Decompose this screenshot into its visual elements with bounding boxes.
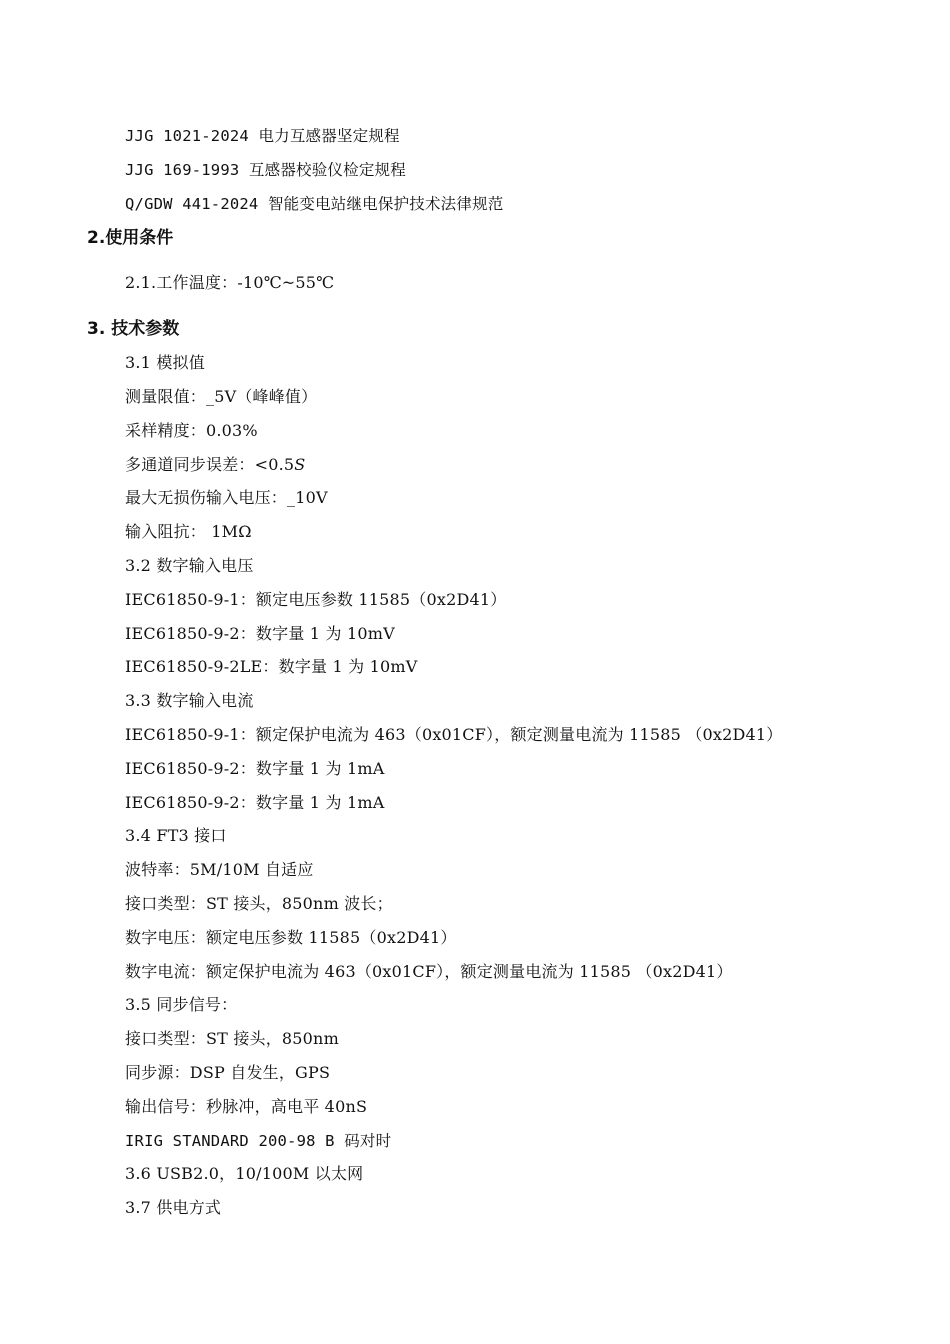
spec-line: 3.5 同步信号： bbox=[125, 995, 238, 1014]
spec-line: 多通道同步误差：<0.5𝑆 bbox=[125, 455, 306, 474]
spec-line: IEC61850-9-2LE：数字量 1 为 10mV bbox=[125, 657, 418, 676]
spec-line: 输出信号：秒脉冲，高电平 40nS bbox=[125, 1097, 368, 1116]
spec-line: IEC61850-9-2：数字量 1 为 1mA bbox=[125, 759, 385, 778]
spec-line: 接口类型：ST 接头，850nm bbox=[125, 1029, 339, 1048]
standard-line-2: JJG 169-1993 互感器校验仪检定规程 bbox=[125, 161, 406, 179]
spec-line: 数字电压：额定电压参数 11585（0x2D41） bbox=[125, 928, 457, 947]
spec-line: 3.2 数字输入电压 bbox=[125, 556, 254, 575]
spec-line: 波特率：5M/10M 自适应 bbox=[125, 860, 314, 879]
spec-line: 采样精度：0.03% bbox=[125, 421, 258, 440]
spec-line: 3.1 模拟值 bbox=[125, 353, 205, 372]
section-3-heading: 3. 技术参数 bbox=[87, 319, 180, 339]
section-2-heading: 2.使用条件 bbox=[87, 228, 174, 248]
spec-line: 3.6 USB2.0，10/100M 以太网 bbox=[125, 1164, 364, 1183]
spec-line: 3.7 供电方式 bbox=[125, 1198, 222, 1217]
spec-line: IEC61850-9-1：额定电压参数 11585（0x2D41） bbox=[125, 590, 507, 609]
standard-line-1: JJG 1021-2024 电力互感器坚定规程 bbox=[125, 127, 400, 145]
spec-line: 最大无损伤输入电压：_10V bbox=[125, 488, 328, 507]
spec-line: 同步源：DSP 自发生，GPS bbox=[125, 1063, 331, 1082]
spec-line: IEC61850-9-2：数字量 1 为 10mV bbox=[125, 624, 395, 643]
operating-temperature: 2.1.工作温度：-10℃~55℃ bbox=[125, 273, 335, 292]
spec-line: 接口类型：ST 接头，850nm 波长； bbox=[125, 894, 393, 913]
spec-line: 测量限值：_5V（峰峰值） bbox=[125, 387, 318, 406]
spec-line: IEC61850-9-1：额定保护电流为 463（0x01CF），额定测量电流为 11585 （0x2D41） bbox=[125, 725, 783, 744]
spec-line: 3.4 FT3 接口 bbox=[125, 826, 227, 845]
spec-line: 3.3 数字输入电流 bbox=[125, 691, 254, 710]
spec-line: 输入阻抗： 1MΩ bbox=[125, 522, 252, 541]
standard-line-3: Q/GDW 441-2024 智能变电站继电保护技术法律规范 bbox=[125, 195, 504, 213]
spec-line: IEC61850-9-2：数字量 1 为 1mA bbox=[125, 793, 385, 812]
spec-line: 数字电流：额定保护电流为 463（0x01CF），额定测量电流为 11585 （0x2D41） bbox=[125, 962, 733, 981]
spec-line: IRIG STANDARD 200-98 B 码对时 bbox=[125, 1132, 392, 1150]
